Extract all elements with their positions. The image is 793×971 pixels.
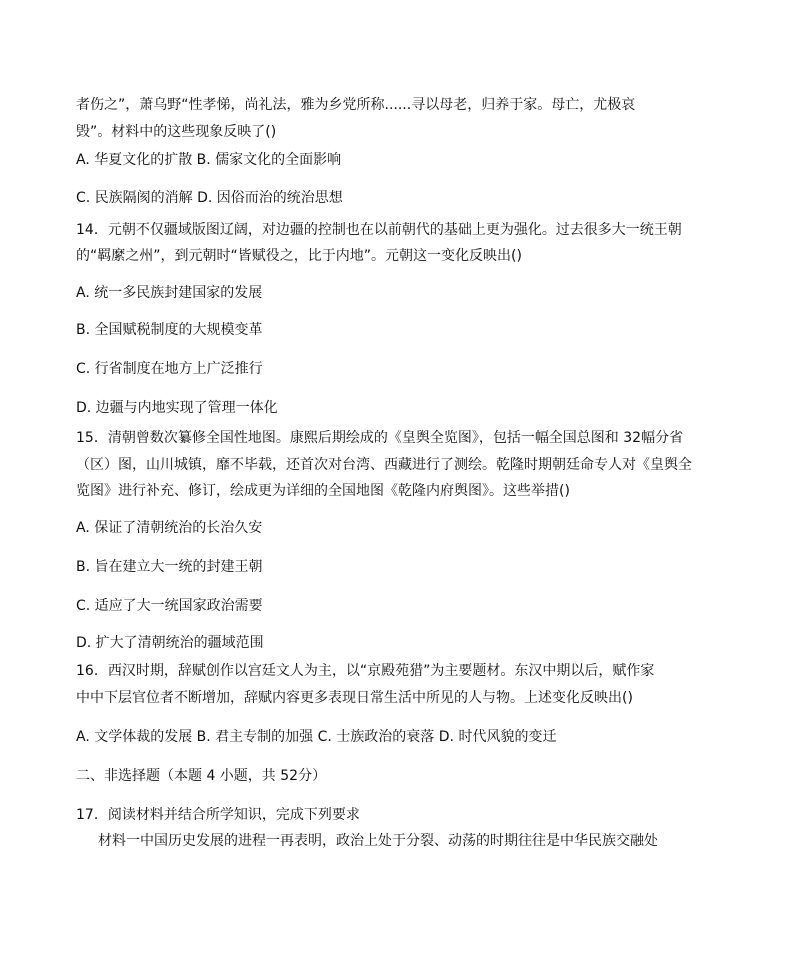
q13-text-line-1: 者伤之”，萧乌野“性孝悌，尚礼法，雅为乡党所称......寻以母老，归养于家。母亡，尤极哀 xyxy=(76,97,636,113)
q14-option-b: B. 全国赋税制度的大规模变革 xyxy=(76,322,263,338)
q15-text-line-2: （区）图，山川城镇，靡不毕载，还首次对台湾、西藏进行了测绘。乾隆时期朝廷命专人对《皇舆全 xyxy=(76,457,692,473)
q15-option-b: B. 旨在建立大一统的封建王朝 xyxy=(76,559,263,575)
q14-option-c: C. 行省制度在地方上广泛推行 xyxy=(76,361,263,377)
q16-options: A. 文学体裁的发展 B. 君主专制的加强 C. 士族政治的衰落 D. 时代风貌的变迁 xyxy=(76,729,557,745)
q15-option-c: C. 适应了大一统国家政治需要 xyxy=(76,598,263,614)
q17-material-one-text: 材料一中国历史发展的进程一再表明，政治上处于分裂、动荡的时期往往是中华民族交融处 xyxy=(98,833,658,849)
q13-text-line-2: 毁”。材料中的这些现象反映了() xyxy=(76,124,277,140)
q14-text-line-2: 的“羁縻之州”，到元朝时“皆赋役之，比于内地”。元朝这一变化反映出() xyxy=(76,248,522,264)
q14-option-d: D. 边疆与内地实现了管理一体化 xyxy=(76,400,278,416)
q13-options-ab: A. 华夏文化的扩散 B. 儒家文化的全面影响 xyxy=(76,152,342,168)
q17-prompt: 17．阅读材料并结合所学知识，完成下列要求 xyxy=(76,807,360,823)
q14-text-line-1: 14．元朝不仅疆域版图辽阔，对边疆的控制也在以前朝代的基础上更为强化。过去很多大一统王朝 xyxy=(76,222,682,238)
q13-options-cd: C. 民族隔阂的消解 D. 因俗而治的统治思想 xyxy=(76,190,343,206)
q15-option-a: A. 保证了清朝统治的长治久安 xyxy=(76,520,263,536)
q16-text-line-1: 16．西汉时期，辞赋创作以宫廷文人为主，以“京殿苑猎”为主要题材。东汉中期以后，赋作家 xyxy=(76,663,655,679)
q16-text-line-2: 中中下层官位者不断增加，辞赋内容更多表现日常生活中所见的人与物。上述变化反映出() xyxy=(76,690,633,706)
q15-text-line-3: 览图》进行补充、修订，绘成更为详细的全国地图《乾隆内府舆图》。这些举措() xyxy=(76,483,570,499)
q15-option-d: D. 扩大了清朝统治的疆域范围 xyxy=(76,635,264,651)
q14-option-a: A. 统一多民族封建国家的发展 xyxy=(76,285,263,301)
q15-text-line-1: 15．清朝曾数次纂修全国性地图。康熙后期绘成的《皇舆全览图》，包括一幅全国总图和 32幅分省 xyxy=(76,430,684,446)
section-two-heading: 二、非选择题（本题 4 小题，共 52分） xyxy=(76,768,327,784)
